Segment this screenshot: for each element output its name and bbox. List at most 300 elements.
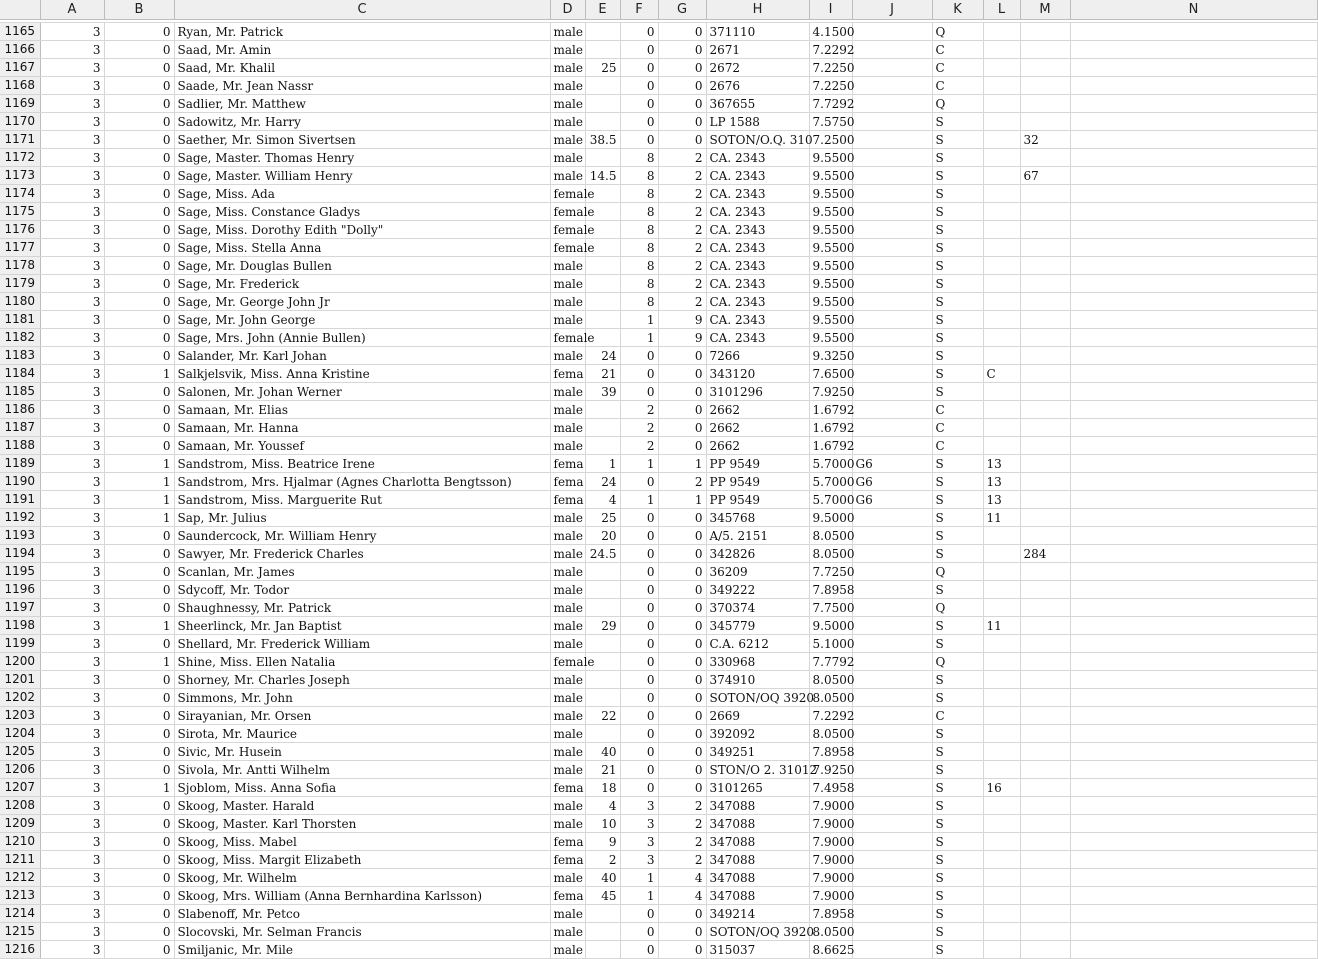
cell-h[interactable]: 36209 (706, 563, 809, 581)
cell-l[interactable] (983, 545, 1020, 563)
cell-k[interactable]: S (932, 743, 983, 761)
cell-e[interactable] (585, 635, 620, 653)
cell-l[interactable] (983, 851, 1020, 869)
cell-m[interactable] (1020, 293, 1070, 311)
cell-h[interactable]: 2671 (706, 41, 809, 59)
cell-d[interactable]: male (550, 41, 585, 59)
cell-f[interactable]: 8 (620, 275, 658, 293)
cell-i[interactable]: 7.9000 (809, 869, 852, 887)
cell-g[interactable]: 0 (658, 401, 706, 419)
cell-g[interactable]: 0 (658, 923, 706, 941)
cell-k[interactable]: S (932, 851, 983, 869)
cell-b[interactable]: 0 (104, 869, 174, 887)
cell-e[interactable]: 25 (585, 59, 620, 77)
cell-j[interactable] (852, 689, 932, 707)
cell-c[interactable]: Skoog, Mrs. William (Anna Bernhardina Karlsson) (174, 887, 550, 905)
cell-e[interactable] (585, 95, 620, 113)
cell-b[interactable]: 1 (104, 653, 174, 671)
cell-n[interactable] (1070, 149, 1317, 167)
row-header[interactable]: 1211 (0, 851, 40, 869)
cell-g[interactable]: 2 (658, 257, 706, 275)
cell-k[interactable]: S (932, 311, 983, 329)
cell-m[interactable] (1020, 329, 1070, 347)
cell-i[interactable]: 1.6792 (809, 437, 852, 455)
cell-m[interactable] (1020, 77, 1070, 95)
cell-f[interactable]: 8 (620, 167, 658, 185)
row-header[interactable]: 1193 (0, 527, 40, 545)
cell-e[interactable] (585, 437, 620, 455)
cell-l[interactable]: 13 (983, 473, 1020, 491)
cell-b[interactable]: 0 (104, 221, 174, 239)
cell-g[interactable]: 0 (658, 779, 706, 797)
cell-i[interactable]: 7.9250 (809, 761, 852, 779)
cell-h[interactable]: 347088 (706, 815, 809, 833)
row-header[interactable]: 1181 (0, 311, 40, 329)
cell-b[interactable]: 0 (104, 419, 174, 437)
cell-a[interactable]: 3 (40, 239, 104, 257)
cell-m[interactable] (1020, 725, 1070, 743)
cell-h[interactable]: 347088 (706, 833, 809, 851)
cell-e[interactable] (585, 293, 620, 311)
cell-j[interactable] (852, 527, 932, 545)
cell-a[interactable]: 3 (40, 203, 104, 221)
cell-g[interactable]: 2 (658, 275, 706, 293)
cell-l[interactable] (983, 239, 1020, 257)
cell-d[interactable]: male (550, 563, 585, 581)
cell-m[interactable] (1020, 743, 1070, 761)
cell-a[interactable]: 3 (40, 815, 104, 833)
cell-m[interactable] (1020, 707, 1070, 725)
cell-b[interactable]: 1 (104, 473, 174, 491)
cell-m[interactable] (1020, 815, 1070, 833)
cell-b[interactable]: 0 (104, 383, 174, 401)
cell-d[interactable]: male (550, 131, 585, 149)
cell-c[interactable]: Saade, Mr. Jean Nassr (174, 77, 550, 95)
row-header[interactable]: 1169 (0, 95, 40, 113)
cell-b[interactable]: 0 (104, 401, 174, 419)
row-header[interactable]: 1213 (0, 887, 40, 905)
cell-m[interactable] (1020, 23, 1070, 41)
cell-i[interactable]: 9.5500 (809, 257, 852, 275)
cell-e[interactable]: 21 (585, 761, 620, 779)
column-header-l[interactable]: L (983, 0, 1020, 20)
cell-k[interactable]: S (932, 617, 983, 635)
cell-n[interactable] (1070, 365, 1317, 383)
cell-n[interactable] (1070, 671, 1317, 689)
cell-b[interactable]: 0 (104, 563, 174, 581)
cell-m[interactable] (1020, 41, 1070, 59)
cell-l[interactable] (983, 275, 1020, 293)
cell-d[interactable]: female (550, 239, 585, 257)
cell-l[interactable] (983, 59, 1020, 77)
cell-h[interactable]: 349222 (706, 581, 809, 599)
cell-j[interactable] (852, 131, 932, 149)
cell-b[interactable]: 0 (104, 599, 174, 617)
cell-g[interactable]: 4 (658, 887, 706, 905)
cell-n[interactable] (1070, 275, 1317, 293)
cell-h[interactable]: PP 9549 (706, 491, 809, 509)
cell-n[interactable] (1070, 635, 1317, 653)
cell-k[interactable]: C (932, 77, 983, 95)
cell-i[interactable]: 8.0500 (809, 545, 852, 563)
cell-n[interactable] (1070, 743, 1317, 761)
cell-g[interactable]: 0 (658, 653, 706, 671)
cell-i[interactable]: 7.2292 (809, 707, 852, 725)
cell-b[interactable]: 0 (104, 581, 174, 599)
cell-h[interactable]: LP 1588 (706, 113, 809, 131)
cell-b[interactable]: 0 (104, 293, 174, 311)
cell-a[interactable]: 3 (40, 653, 104, 671)
cell-f[interactable]: 0 (620, 113, 658, 131)
cell-d[interactable]: male (550, 617, 585, 635)
cell-a[interactable]: 3 (40, 275, 104, 293)
cell-f[interactable]: 3 (620, 833, 658, 851)
cell-c[interactable]: Shellard, Mr. Frederick William (174, 635, 550, 653)
cell-e[interactable] (585, 149, 620, 167)
cell-b[interactable]: 0 (104, 761, 174, 779)
cell-f[interactable]: 0 (620, 347, 658, 365)
cell-d[interactable]: male (550, 23, 585, 41)
cell-b[interactable]: 1 (104, 509, 174, 527)
cell-g[interactable]: 0 (658, 671, 706, 689)
cell-m[interactable] (1020, 365, 1070, 383)
cell-a[interactable]: 3 (40, 869, 104, 887)
cell-j[interactable] (852, 581, 932, 599)
cell-f[interactable]: 8 (620, 185, 658, 203)
cell-h[interactable]: 349251 (706, 743, 809, 761)
cell-h[interactable]: 371110 (706, 23, 809, 41)
cell-i[interactable]: 9.5500 (809, 329, 852, 347)
cell-g[interactable]: 0 (658, 941, 706, 959)
cell-c[interactable]: Smiljanic, Mr. Mile (174, 941, 550, 959)
cell-h[interactable]: 345779 (706, 617, 809, 635)
cell-f[interactable]: 0 (620, 689, 658, 707)
cell-f[interactable]: 3 (620, 797, 658, 815)
cell-c[interactable]: Samaan, Mr. Hanna (174, 419, 550, 437)
cell-d[interactable]: male (550, 347, 585, 365)
column-header-g[interactable]: G (658, 0, 706, 20)
cell-j[interactable] (852, 95, 932, 113)
cell-b[interactable]: 0 (104, 833, 174, 851)
cell-f[interactable]: 1 (620, 869, 658, 887)
cell-m[interactable] (1020, 437, 1070, 455)
cell-j[interactable] (852, 779, 932, 797)
cell-b[interactable]: 0 (104, 905, 174, 923)
cell-j[interactable] (852, 23, 932, 41)
cell-e[interactable] (585, 941, 620, 959)
cell-c[interactable]: Sheerlinck, Mr. Jan Baptist (174, 617, 550, 635)
cell-j[interactable] (852, 149, 932, 167)
cell-c[interactable]: Sandstrom, Miss. Marguerite Rut (174, 491, 550, 509)
cell-f[interactable]: 0 (620, 365, 658, 383)
cell-n[interactable] (1070, 599, 1317, 617)
cell-g[interactable]: 0 (658, 41, 706, 59)
cell-e[interactable] (585, 113, 620, 131)
cell-j[interactable] (852, 815, 932, 833)
cell-e[interactable] (585, 689, 620, 707)
cell-n[interactable] (1070, 689, 1317, 707)
cell-l[interactable] (983, 707, 1020, 725)
cell-l[interactable]: 11 (983, 509, 1020, 527)
cell-h[interactable]: PP 9549 (706, 473, 809, 491)
cell-a[interactable]: 3 (40, 347, 104, 365)
cell-k[interactable]: S (932, 689, 983, 707)
cell-c[interactable]: Sandstrom, Miss. Beatrice Irene (174, 455, 550, 473)
cell-m[interactable] (1020, 617, 1070, 635)
cell-h[interactable]: 315037 (706, 941, 809, 959)
cell-n[interactable] (1070, 185, 1317, 203)
cell-a[interactable]: 3 (40, 509, 104, 527)
cell-b[interactable]: 0 (104, 743, 174, 761)
cell-c[interactable]: Skoog, Miss. Mabel (174, 833, 550, 851)
cell-m[interactable] (1020, 923, 1070, 941)
cell-g[interactable]: 2 (658, 293, 706, 311)
row-header[interactable]: 1182 (0, 329, 40, 347)
cell-b[interactable]: 1 (104, 455, 174, 473)
cell-i[interactable]: 7.4958 (809, 779, 852, 797)
cell-j[interactable] (852, 257, 932, 275)
cell-m[interactable] (1020, 239, 1070, 257)
cell-f[interactable]: 0 (620, 941, 658, 959)
cell-b[interactable]: 0 (104, 887, 174, 905)
cell-e[interactable] (585, 257, 620, 275)
row-header[interactable]: 1205 (0, 743, 40, 761)
cell-n[interactable] (1070, 869, 1317, 887)
cell-j[interactable] (852, 437, 932, 455)
cell-l[interactable] (983, 797, 1020, 815)
cell-g[interactable]: 1 (658, 455, 706, 473)
cell-f[interactable]: 0 (620, 545, 658, 563)
cell-d[interactable]: male (550, 599, 585, 617)
cell-c[interactable]: Sdycoff, Mr. Todor (174, 581, 550, 599)
row-header[interactable]: 1199 (0, 635, 40, 653)
cell-j[interactable] (852, 635, 932, 653)
cell-g[interactable]: 0 (658, 131, 706, 149)
cell-d[interactable]: male (550, 311, 585, 329)
cell-j[interactable] (852, 851, 932, 869)
cell-k[interactable]: S (932, 239, 983, 257)
cell-d[interactable]: fema (550, 455, 585, 473)
cell-g[interactable]: 1 (658, 491, 706, 509)
cell-h[interactable]: 347088 (706, 851, 809, 869)
cell-a[interactable]: 3 (40, 77, 104, 95)
cell-a[interactable]: 3 (40, 581, 104, 599)
cell-a[interactable]: 3 (40, 293, 104, 311)
cell-j[interactable] (852, 653, 932, 671)
cell-h[interactable]: CA. 2343 (706, 293, 809, 311)
cell-l[interactable] (983, 419, 1020, 437)
cell-a[interactable]: 3 (40, 833, 104, 851)
cell-c[interactable]: Sage, Mr. Frederick (174, 275, 550, 293)
cell-i[interactable]: 7.7500 (809, 599, 852, 617)
cell-m[interactable] (1020, 527, 1070, 545)
cell-a[interactable]: 3 (40, 257, 104, 275)
cell-c[interactable]: Skoog, Miss. Margit Elizabeth (174, 851, 550, 869)
cell-c[interactable]: Saad, Mr. Khalil (174, 59, 550, 77)
cell-j[interactable] (852, 707, 932, 725)
cell-m[interactable] (1020, 221, 1070, 239)
cell-m[interactable] (1020, 455, 1070, 473)
cell-j[interactable]: G6 (852, 455, 932, 473)
row-header[interactable]: 1204 (0, 725, 40, 743)
cell-i[interactable]: 7.9000 (809, 833, 852, 851)
cell-d[interactable]: male (550, 113, 585, 131)
cell-d[interactable]: male (550, 275, 585, 293)
cell-c[interactable]: Sirota, Mr. Maurice (174, 725, 550, 743)
cell-d[interactable]: fema (550, 491, 585, 509)
cell-d[interactable]: fema (550, 851, 585, 869)
cell-b[interactable]: 1 (104, 617, 174, 635)
cell-d[interactable]: fema (550, 833, 585, 851)
cell-j[interactable] (852, 761, 932, 779)
cell-k[interactable]: S (932, 149, 983, 167)
cell-m[interactable] (1020, 689, 1070, 707)
cell-h[interactable]: 345768 (706, 509, 809, 527)
row-header[interactable]: 1194 (0, 545, 40, 563)
row-header[interactable]: 1214 (0, 905, 40, 923)
cell-m[interactable] (1020, 59, 1070, 77)
row-header[interactable]: 1215 (0, 923, 40, 941)
cell-g[interactable]: 2 (658, 221, 706, 239)
cell-d[interactable]: male (550, 383, 585, 401)
cell-k[interactable]: Q (932, 95, 983, 113)
cell-n[interactable] (1070, 527, 1317, 545)
cell-m[interactable] (1020, 185, 1070, 203)
cell-a[interactable]: 3 (40, 365, 104, 383)
cell-c[interactable]: Samaan, Mr. Youssef (174, 437, 550, 455)
cell-j[interactable] (852, 59, 932, 77)
cell-g[interactable]: 0 (658, 707, 706, 725)
cell-c[interactable]: Sap, Mr. Julius (174, 509, 550, 527)
cell-f[interactable]: 0 (620, 905, 658, 923)
cell-i[interactable]: 7.9000 (809, 851, 852, 869)
cell-k[interactable]: S (932, 887, 983, 905)
cell-d[interactable]: male (550, 401, 585, 419)
row-header[interactable]: 1178 (0, 257, 40, 275)
row-header[interactable]: 1188 (0, 437, 40, 455)
cell-g[interactable]: 2 (658, 185, 706, 203)
cell-j[interactable]: G6 (852, 473, 932, 491)
cell-g[interactable]: 2 (658, 833, 706, 851)
cell-g[interactable]: 0 (658, 527, 706, 545)
cell-m[interactable] (1020, 599, 1070, 617)
cell-e[interactable]: 24 (585, 473, 620, 491)
cell-c[interactable]: Sadowitz, Mr. Harry (174, 113, 550, 131)
cell-k[interactable]: Q (932, 653, 983, 671)
cell-h[interactable]: 349214 (706, 905, 809, 923)
cell-l[interactable]: 11 (983, 617, 1020, 635)
cell-j[interactable] (852, 329, 932, 347)
cell-g[interactable]: 0 (658, 617, 706, 635)
cell-f[interactable]: 8 (620, 221, 658, 239)
cell-b[interactable]: 0 (104, 149, 174, 167)
cell-c[interactable]: Shine, Miss. Ellen Natalia (174, 653, 550, 671)
cell-n[interactable] (1070, 491, 1317, 509)
cell-k[interactable]: C (932, 419, 983, 437)
cell-g[interactable]: 2 (658, 239, 706, 257)
cell-e[interactable] (585, 311, 620, 329)
cell-f[interactable]: 8 (620, 149, 658, 167)
cell-g[interactable]: 0 (658, 905, 706, 923)
cell-j[interactable] (852, 941, 932, 959)
cell-d[interactable]: male (550, 95, 585, 113)
cell-e[interactable] (585, 23, 620, 41)
cell-n[interactable] (1070, 923, 1317, 941)
row-header[interactable]: 1202 (0, 689, 40, 707)
cell-a[interactable]: 3 (40, 473, 104, 491)
cell-k[interactable]: Q (932, 599, 983, 617)
cell-m[interactable] (1020, 113, 1070, 131)
cell-n[interactable] (1070, 509, 1317, 527)
cell-l[interactable] (983, 131, 1020, 149)
cell-k[interactable]: S (932, 491, 983, 509)
cell-c[interactable]: Sage, Mr. Douglas Bullen (174, 257, 550, 275)
cell-e[interactable]: 22 (585, 707, 620, 725)
cell-e[interactable] (585, 401, 620, 419)
row-header[interactable]: 1192 (0, 509, 40, 527)
cell-k[interactable]: C (932, 59, 983, 77)
cell-n[interactable] (1070, 797, 1317, 815)
cell-g[interactable]: 2 (658, 473, 706, 491)
cell-g[interactable]: 0 (658, 509, 706, 527)
cell-j[interactable] (852, 293, 932, 311)
row-header[interactable]: 1187 (0, 419, 40, 437)
cell-b[interactable]: 0 (104, 527, 174, 545)
cell-i[interactable]: 7.2250 (809, 77, 852, 95)
cell-e[interactable]: 25 (585, 509, 620, 527)
cell-h[interactable]: 374910 (706, 671, 809, 689)
cell-a[interactable]: 3 (40, 221, 104, 239)
cell-b[interactable]: 0 (104, 113, 174, 131)
cell-l[interactable]: 13 (983, 455, 1020, 473)
cell-k[interactable]: S (932, 203, 983, 221)
cell-e[interactable]: 39 (585, 383, 620, 401)
cell-g[interactable]: 0 (658, 599, 706, 617)
cell-h[interactable]: 3101265 (706, 779, 809, 797)
cell-j[interactable] (852, 365, 932, 383)
cell-a[interactable]: 3 (40, 95, 104, 113)
row-header[interactable]: 1191 (0, 491, 40, 509)
cell-a[interactable]: 3 (40, 635, 104, 653)
cell-m[interactable] (1020, 473, 1070, 491)
cell-a[interactable]: 3 (40, 671, 104, 689)
row-header[interactable]: 1170 (0, 113, 40, 131)
cell-l[interactable] (983, 599, 1020, 617)
cell-i[interactable]: 8.0500 (809, 725, 852, 743)
cell-b[interactable]: 0 (104, 689, 174, 707)
cell-d[interactable]: male (550, 707, 585, 725)
cell-i[interactable]: 7.9000 (809, 887, 852, 905)
cell-i[interactable]: 7.7250 (809, 563, 852, 581)
cell-c[interactable]: Samaan, Mr. Elias (174, 401, 550, 419)
cell-m[interactable] (1020, 833, 1070, 851)
cell-h[interactable]: 3101296 (706, 383, 809, 401)
column-header-c[interactable]: C (174, 0, 550, 20)
cell-f[interactable]: 1 (620, 887, 658, 905)
cell-i[interactable]: 5.7000 (809, 455, 852, 473)
cell-k[interactable]: S (932, 905, 983, 923)
cell-e[interactable]: 45 (585, 887, 620, 905)
cell-h[interactable]: CA. 2343 (706, 203, 809, 221)
cell-h[interactable]: 342826 (706, 545, 809, 563)
cell-m[interactable] (1020, 203, 1070, 221)
column-header-b[interactable]: B (104, 0, 174, 20)
cell-e[interactable] (585, 581, 620, 599)
cell-k[interactable]: S (932, 347, 983, 365)
cell-k[interactable]: S (932, 527, 983, 545)
cell-l[interactable] (983, 311, 1020, 329)
cell-j[interactable] (852, 797, 932, 815)
